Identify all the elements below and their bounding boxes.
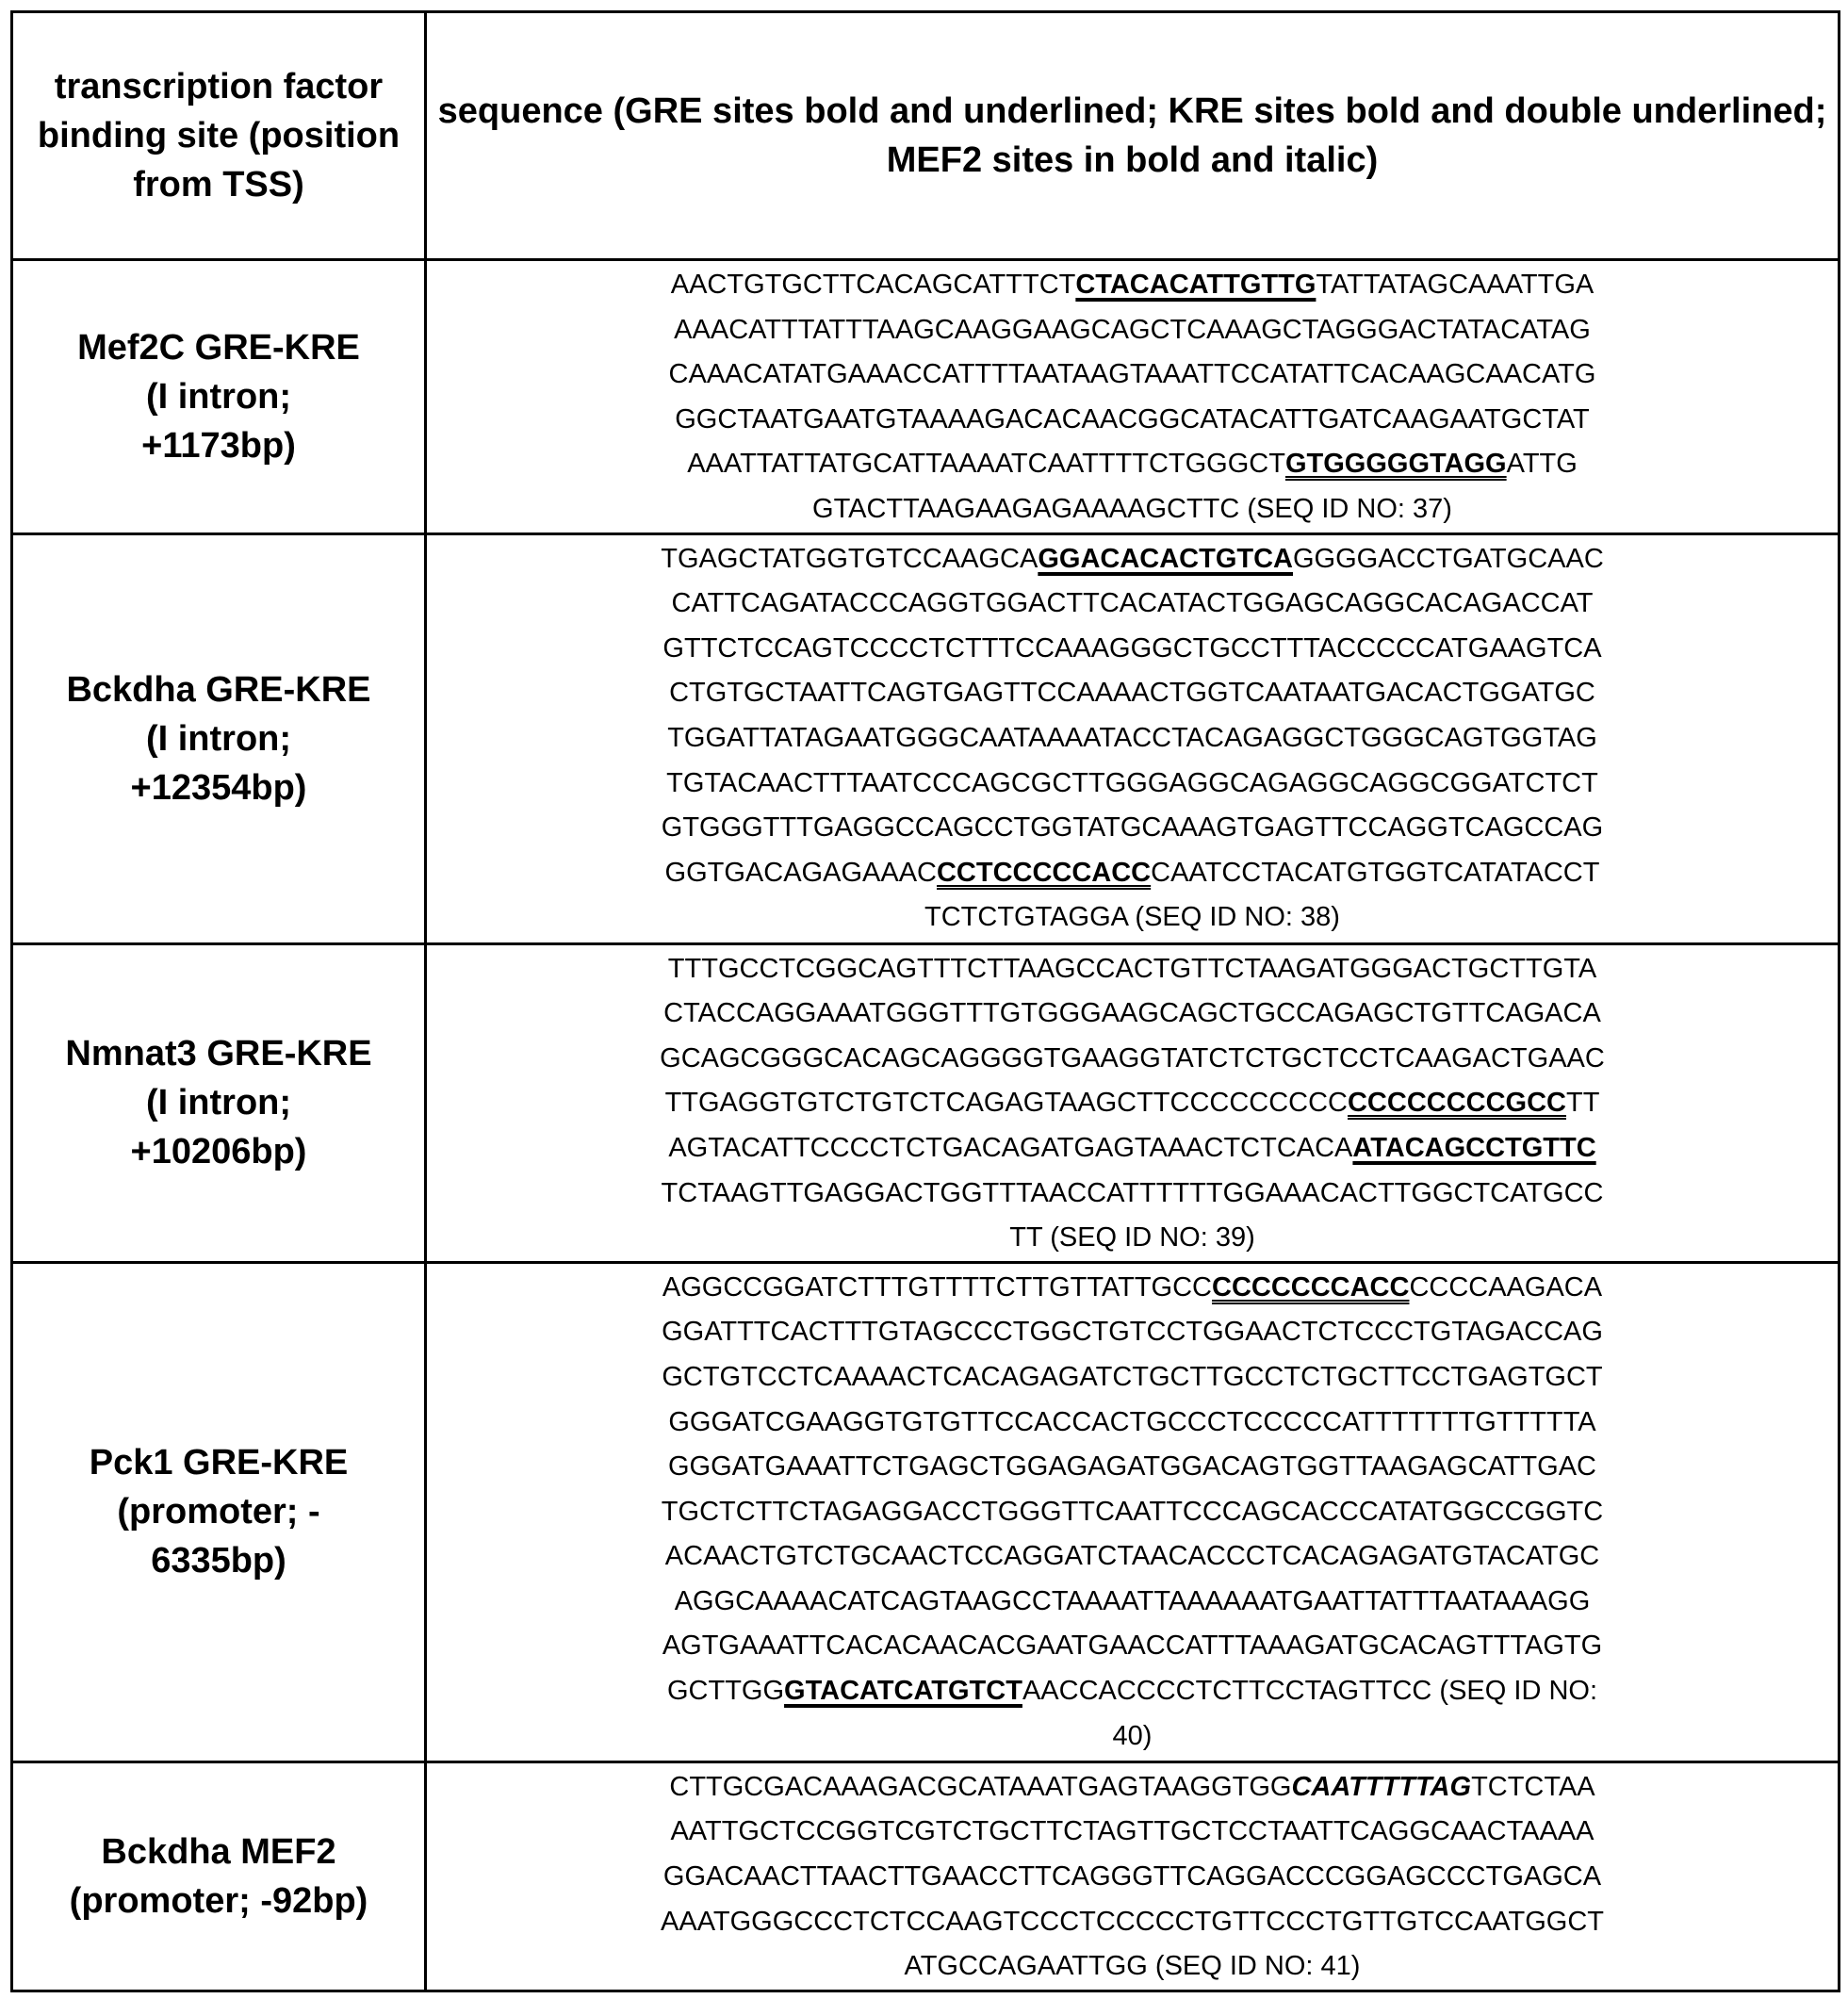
header-sequence: sequence (GRE sites bold and underlined; KRE sites bold and double underlined; MEF2 sites in bold and italic)	[426, 12, 1840, 260]
sequence-text: GGGATGAAATTCTGAGCTGGAGAGATGGACAGTGGTTAAGAGCATTGAC	[668, 1451, 1596, 1482]
sequence-line	[431, 1810, 1834, 1855]
sequence-text: TATTATAGCAAATTGA	[1316, 270, 1594, 300]
label-line: (promoter; -	[17, 1487, 420, 1536]
sequence-text: GCTGTCCTCAAAACTCACAGAGATCTGCTTGCCTCTGCTTCCTGAGTGCT	[662, 1362, 1602, 1392]
sequence-line	[431, 895, 1834, 941]
gre-site: ATACAGCCTGTTC	[1352, 1133, 1595, 1163]
sequence-text: AGGCAAAACATCAGTAAGCCTAAAATTAAAAAATGAATTATTTAATAAAGG	[675, 1586, 1591, 1616]
label-line: Bckdha MEF2	[17, 1827, 420, 1876]
sequence-line	[431, 1765, 1834, 1811]
label-line: (I intron;	[17, 714, 420, 763]
sequence-line	[431, 947, 1834, 992]
sequence-text: GTTCTCCAGTCCCCTCTTTCCAAAGGGCTGCCTTTACCCCCATGAAGTCA	[662, 633, 1601, 664]
sequence-text: TCTCTGTAGGA (SEQ ID NO: 38)	[924, 902, 1340, 932]
sequence-line	[431, 442, 1834, 487]
sequence-line	[431, 1355, 1834, 1401]
sequence-text: TCTAAGTTGAGGACTGGTTTAACCATTTTTTGGAAACACTTGGCTCATGCC	[662, 1178, 1604, 1208]
gre-site: GGACACACTGTCA	[1038, 544, 1293, 574]
sequence-line	[431, 1580, 1834, 1625]
sequence-text: ACAACTGTCTGCAACTCCAGGATCTAACACCCTCACAGAGATGTACATGC	[665, 1541, 1599, 1571]
binding-site-label	[12, 533, 426, 943]
sequence-text: CTGTGCTAATTCAGTGAGTTCCAAAACTGGTCAATAATGACACTGGATGC	[669, 678, 1595, 708]
sequence-cell	[426, 260, 1840, 534]
sequence-text: TT	[1566, 1088, 1599, 1118]
sequence-line	[431, 806, 1834, 851]
sequence-text: TT (SEQ ID NO: 39)	[1009, 1222, 1255, 1253]
sequence-text: AAACATTTATTTAAGCAAGGAAGCAGCTCAAAGCTAGGGACTATACATAG	[674, 315, 1591, 345]
sequence-text: TGGATTATAGAATGGGCAATAAAATACCTACAGAGGCTGGGCAGTGGTAG	[667, 723, 1597, 753]
sequence-line	[431, 1172, 1834, 1217]
sequence-line	[431, 1081, 1834, 1126]
sequence-text: CCCCAAGACA	[1409, 1272, 1602, 1303]
sequence-line	[431, 1310, 1834, 1355]
table-row	[12, 533, 1840, 943]
sequence-text: CATTCAGATACCCAGGTGGACTTCACATACTGGAGCAGGCACAGACCAT	[672, 588, 1594, 618]
kre-site: CCCCCCCACC	[1212, 1272, 1409, 1303]
kre-site: CCTCCCCCACC	[937, 858, 1151, 888]
sequence-line	[431, 1624, 1834, 1669]
sequence-line	[431, 1855, 1834, 1900]
sequence-line	[431, 263, 1834, 308]
sequence-text: AATTGCTCCGGTCGTCTGCTTCTAGTTGCTCCTAATTCAGGCAACTAAAA	[670, 1816, 1594, 1846]
sequence-text: TGCTCTTCTAGAGGACCTGGGTTCAATTCCCAGCACCCATATGGCCGGTC	[662, 1497, 1603, 1527]
sequence-cell	[426, 1262, 1840, 1761]
sequence-text: TGAGCTATGGTGTCCAAGCA	[661, 544, 1038, 574]
sequence-text: GGCTAATGAATGTAAAAGACACAACGGCATACATTGATCAAGAATGCTAT	[675, 404, 1590, 434]
label-line: (I intron;	[17, 1078, 420, 1127]
label-line: (I intron;	[17, 372, 420, 421]
kre-site: CCCCCCCCGCC	[1348, 1088, 1566, 1118]
sequence-line	[431, 1216, 1834, 1261]
sequence-text: GCAGCGGGCACAGCAGGGGTGAAGGTATCTCTGCTCCTCAAGACTGAAC	[660, 1043, 1605, 1073]
sequence-text: CTACCAGGAAATGGGTTTGTGGGAAGCAGCTGCCAGAGCTGTTCAGACA	[663, 998, 1601, 1028]
table-row	[12, 260, 1840, 534]
sequence-text: GGACAACTTAACTTGAACCTTCAGGGTTCAGGACCCGGAGCCCTGAGCA	[663, 1861, 1601, 1892]
label-line: 6335bp)	[17, 1536, 420, 1585]
sequence-text: GGTGACAGAGAAAC	[665, 858, 937, 888]
sequence-line	[431, 1266, 1834, 1311]
sequence-line	[431, 1490, 1834, 1535]
sequence-text: AACCACCCCTCTTCCTAGTTCC (SEQ ID NO:	[1022, 1676, 1597, 1706]
header-row	[12, 12, 1840, 260]
sequence-text: AACTGTGCTTCACAGCATTTCT	[671, 270, 1076, 300]
sequence-text: AAATTATTATGCATTAAAATCAATTTTCTGGGCT	[687, 449, 1285, 479]
sequence-line	[431, 1900, 1834, 1945]
label-line: (promoter; -92bp)	[17, 1876, 420, 1925]
label-line: Mef2C GRE-KRE	[17, 323, 420, 372]
sequence-line	[431, 1445, 1834, 1490]
sequence-line	[431, 1944, 1834, 1990]
sequence-line	[431, 487, 1834, 533]
sequence-text: ATGCCAGAATTGG (SEQ ID NO: 41)	[905, 1951, 1361, 1981]
binding-site-label	[12, 943, 426, 1262]
label-line: +1173bp)	[17, 421, 420, 470]
header-binding-site: transcription factor binding site (position from TSS)	[12, 12, 426, 260]
label-line: Bckdha GRE-KRE	[17, 665, 420, 714]
label-line: +10206bp)	[17, 1127, 420, 1176]
label-line: Pck1 GRE-KRE	[17, 1438, 420, 1487]
sequence-text: GGGATCGAAGGTGTGTTCCACCACTGCCCTCCCCCATTTTTTTGTTTTTA	[668, 1407, 1595, 1437]
sequence-line	[431, 1401, 1834, 1446]
sequence-text: GTGGGTTTGAGGCCAGCCTGGTATGCAAAGTGAGTTCCAGGTCAGCCAG	[662, 812, 1603, 843]
sequence-text: GGGGACCTGATGCAAC	[1293, 544, 1604, 574]
sequence-line	[431, 716, 1834, 762]
sequence-line	[431, 582, 1834, 627]
sequence-text: GTACTTAAGAAGAGAAAAGCTTC (SEQ ID NO: 37)	[812, 494, 1452, 524]
sequence-cell	[426, 943, 1840, 1262]
table-row	[12, 1761, 1840, 1991]
label-line: +12354bp)	[17, 763, 420, 812]
sequence-text: TTTGCCTCGGCAGTTTCTTAAGCCACTGTTCTAAGATGGGACTGCTTGTA	[668, 954, 1596, 984]
sequence-line	[431, 308, 1834, 353]
sequence-line	[431, 762, 1834, 807]
sequence-text: TCTCTAA	[1471, 1772, 1595, 1802]
sequence-line	[431, 537, 1834, 582]
sequence-text: AGGCCGGATCTTTGTTTTCTTGTTATTGCC	[662, 1272, 1212, 1303]
kre-site: GTGGGGGTAGG	[1285, 449, 1507, 479]
sequence-line	[431, 627, 1834, 672]
binding-site-label	[12, 1262, 426, 1761]
mef2-site: CAATTTTTAG	[1291, 1772, 1471, 1802]
sequence-text: AAATGGGCCCTCTCCAAGTCCCTCCCCCTGTTCCCTGTTGTCCAATGGCT	[661, 1907, 1604, 1937]
sequence-text: CAAACATATGAAACCATTTTAATAAGTAAATTCCATATTCACAAGCAACATG	[669, 359, 1596, 389]
sequence-line	[431, 851, 1834, 896]
table-row	[12, 1262, 1840, 1761]
sequence-text: AGTGAAATTCACACAACACGAATGAACCATTTAAAGATGCACAGTTTAGTG	[662, 1630, 1602, 1661]
sequence-line	[431, 1126, 1834, 1172]
sequence-line	[431, 991, 1834, 1037]
sequence-text: ATTG	[1507, 449, 1578, 479]
sequence-line	[431, 1714, 1834, 1760]
sequence-line	[431, 1669, 1834, 1714]
sequence-text: TTGAGGTGTCTGTCTCAGAGTAAGCTTCCCCCCCCC	[665, 1088, 1348, 1118]
sequence-text: GGATTTCACTTTGTAGCCCTGGCTGTCCTGGAACTCTCCCTGTAGACCAG	[662, 1317, 1603, 1347]
gre-site: CTACACATTGTTG	[1075, 270, 1316, 300]
table-row	[12, 943, 1840, 1262]
binding-site-label	[12, 260, 426, 534]
sequence-text: 40)	[1113, 1721, 1153, 1751]
sequence-text: CTTGCGACAAAGACGCATAAATGAGTAAGGTGG	[669, 1772, 1291, 1802]
sequence-line	[431, 398, 1834, 443]
label-line: Nmnat3 GRE-KRE	[17, 1029, 420, 1078]
binding-site-table	[10, 10, 1840, 1992]
sequence-text: GCTTGG	[667, 1676, 784, 1706]
sequence-text: AGTACATTCCCCTCTGACAGATGAGTAAACTCTCACA	[668, 1133, 1352, 1163]
sequence-line	[431, 352, 1834, 398]
binding-site-label	[12, 1761, 426, 1991]
sequence-text: TGTACAACTTTAATCCCAGCGCTTGGGAGGCAGAGGCAGGCGGATCTCT	[666, 768, 1598, 798]
sequence-line	[431, 1534, 1834, 1580]
sequence-line	[431, 1037, 1834, 1082]
sequence-text: CAATCCTACATGTGGTCATATACCT	[1151, 858, 1599, 888]
sequence-line	[431, 671, 1834, 716]
gre-site: GTACATCATGTCT	[784, 1676, 1022, 1706]
sequence-cell	[426, 533, 1840, 943]
sequence-cell	[426, 1761, 1840, 1991]
